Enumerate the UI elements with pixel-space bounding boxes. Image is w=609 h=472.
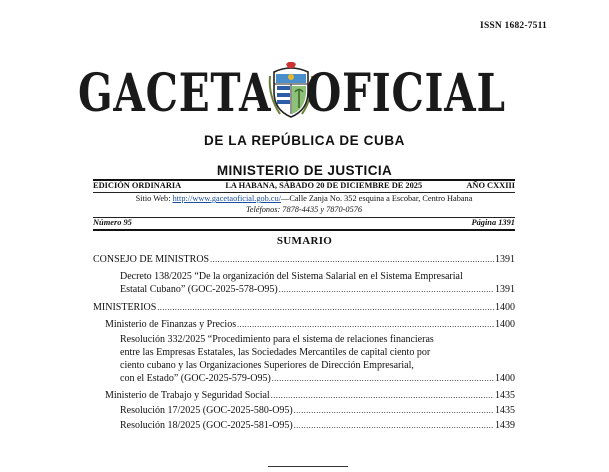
masthead: [78, 62, 534, 142]
toc-entry-resolucion-332[interactable]: Resolución 332/2025 “Procedimiento para el sistema de relaciones financieras entre las Empresas Estatales, las Sociedades Mercantiles de capital ciento por ciento cubano y las Organizaciones Superiores de Dirección Empresarial, con el Estado” (GOC-2025-579-O95) ..... 1400: [93, 333, 515, 385]
website-label: Sitio Web:: [135, 194, 173, 203]
address: —Calle Zanja No. 352 esquina a Escobar, Centro Habana: [281, 194, 473, 203]
footer-rule: [268, 466, 348, 467]
edition-place-date: LA HABANA, SÁBADO 20 DE DICIEMBRE DE 2025: [225, 181, 423, 190]
toc-entry-trabajo[interactable]: Ministerio de Trabajo y Seguridad Social ..... 1435: [93, 389, 515, 402]
table-of-contents: [93, 253, 515, 434]
republic-subtitle: DE LA REPÚBLICA DE CUBA: [203, 133, 406, 148]
header-rule-bottom: [93, 229, 515, 231]
phones: Teléfonos: 7878-4435 y 7870-0576: [245, 205, 363, 214]
toc-entry-decreto-138[interactable]: Decreto 138/2025 “De la organización del Sistema Salarial en el Sistema Empresarial Estatal Cubano” (GOC-2025-578-O95) ..... 1391: [93, 270, 515, 296]
ministry-title: MINISTERIO DE JUSTICIA: [216, 163, 393, 178]
website-row: [93, 193, 515, 204]
masthead-oficial: OFICIAL: [306, 63, 506, 124]
masthead-gaceta: GACETA: [78, 63, 272, 124]
issue-number: Número 95: [93, 218, 132, 227]
website-link[interactable]: http://www.gacetaoficial.gob.cu/: [172, 194, 282, 203]
edition-row: [93, 181, 515, 190]
toc-entry-resolucion-17[interactable]: Resolución 17/2025 (GOC-2025-580-O95) ..... 1435: [93, 404, 515, 417]
number-row: [93, 218, 515, 227]
toc-entry-consejo[interactable]: CONSEJO DE MINISTROS ..... 1391: [93, 253, 515, 266]
toc-entry-resolucion-18[interactable]: Resolución 18/2025 (GOC-2025-581-O95) ..... 1439: [93, 419, 515, 432]
page-number: Página 1391: [471, 218, 515, 227]
summary-heading: SUMARIO: [276, 235, 333, 247]
toc-entry-finanzas[interactable]: Ministerio de Finanzas y Precios ..... 1400: [93, 318, 515, 331]
edition-type: EDICIÓN ORDINARIA: [93, 181, 182, 190]
issn: ISSN 1682-7511: [480, 21, 547, 31]
edition-year: AÑO CXXIII: [466, 181, 515, 190]
toc-entry-ministerios[interactable]: MINISTERIOS ..... 1400: [93, 301, 515, 314]
